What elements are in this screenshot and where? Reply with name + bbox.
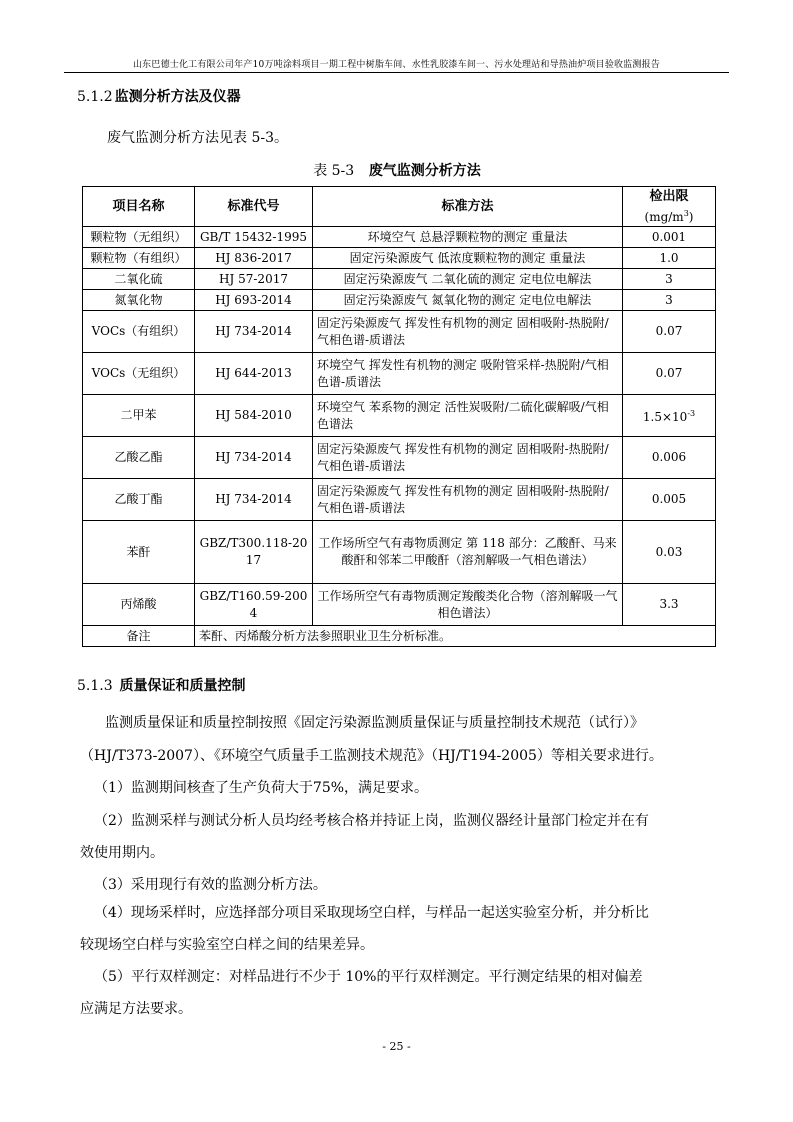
qa-item-5-line-1: （5）平行双样测定：对样品进行不少于 10%的平行双样测定。平行测定结果的相对偏差: [94, 969, 643, 985]
cell-limit: 1.0: [623, 248, 716, 269]
qa-item-2-line-2: 效使用期内。: [80, 845, 164, 861]
section-intro: 废气监测分析方法见表 5-3。: [107, 130, 288, 146]
section-number: 5.1.2: [77, 89, 113, 105]
cell-code: GBZ/T160.59-2004: [195, 584, 313, 626]
cell-limit: 0.006: [623, 437, 716, 479]
cell-item: 氮氧化物: [83, 290, 195, 311]
cell-method: 环境空气 苯系物的测定 活性炭吸附/二硫化碳解吸/气相色谱法: [313, 395, 623, 437]
table-row: [83, 521, 716, 584]
cell-item: VOCs（无组织）: [83, 353, 195, 395]
header-divider: [64, 72, 729, 73]
cell-method: 固定污染源废气 挥发性有机物的测定 固相吸附-热脱附/气相色谱-质谱法: [313, 311, 623, 353]
note-text: 苯酐、丙烯酸分析方法参照职业卫生分析标准。: [195, 626, 716, 647]
qa-item-2-line-1: （2）监测采样与测试分析人员均经考核合格并持证上岗，监测仪器经计量部门检定并在有: [94, 813, 649, 829]
cell-code: HJ 734-2014: [195, 437, 313, 479]
table-row: [83, 269, 716, 290]
cell-limit: 0.07: [623, 353, 716, 395]
cell-method: 环境空气 挥发性有机物的测定 吸附管采样-热脱附/气相色谱-质谱法: [313, 353, 623, 395]
cell-limit: 0.03: [623, 521, 716, 584]
cell-method: 固定污染源废气 低浓度颗粒物的测定 重量法: [313, 248, 623, 269]
cell-code: HJ 693-2014: [195, 290, 313, 311]
table-row: [83, 227, 716, 248]
cell-limit: 3.3: [623, 584, 716, 626]
cell-method: 环境空气 总悬浮颗粒物的测定 重量法: [313, 227, 623, 248]
qa-item-4-line-1: （4）现场采样时，应选择部分项目采取现场空白样，与样品一起送实验室分析，并分析比: [94, 905, 649, 921]
cell-limit: 0.005: [623, 479, 716, 521]
cell-method: 固定污染源废气 挥发性有机物的测定 固相吸附-热脱附/气相色谱-质谱法: [313, 437, 623, 479]
cell-limit: 3: [623, 269, 716, 290]
table-row: [83, 248, 716, 269]
table-header-row: [83, 187, 716, 227]
waste-gas-methods-table: [82, 186, 716, 647]
header-limit-unit: $(mg/m^3)$: [644, 208, 694, 224]
section-number: 5.1.3: [77, 678, 113, 694]
cell-code: HJ 644-2013: [195, 353, 313, 395]
cell-code: HJ 734-2014: [195, 311, 313, 353]
page-number: - 25 -: [382, 1040, 411, 1053]
cell-item: 丙烯酸: [83, 584, 195, 626]
section-heading-5-1-3: [77, 675, 246, 695]
cell-code: HJ 734-2014: [195, 479, 313, 521]
cell-method: 工作场所空气有毒物质测定羧酸类化合物（溶剂解吸一气相色谱法）: [313, 584, 623, 626]
cell-code: GB/T 15432-1995: [195, 227, 313, 248]
cell-item: VOCs（有组织）: [83, 311, 195, 353]
cell-item: 苯酐: [83, 521, 195, 584]
table-row: [83, 479, 716, 521]
table-title: 废气监测分析方法: [368, 163, 481, 179]
cell-code: HJ 584-2010: [195, 395, 313, 437]
table-row: [83, 437, 716, 479]
cell-method: 固定污染源废气 挥发性有机物的测定 固相吸附-热脱附/气相色谱-质谱法: [313, 479, 623, 521]
header-code: 标准代号: [195, 187, 313, 227]
table-caption: [77, 160, 717, 180]
table-row: [83, 584, 716, 626]
table-note-row: [83, 626, 716, 647]
header-method: 标准方法: [313, 187, 623, 227]
cell-item: 二甲苯: [83, 395, 195, 437]
cell-code: HJ 57-2017: [195, 269, 313, 290]
table-row: [83, 311, 716, 353]
qa-paragraph-line-2: （HJ/T373-2007）、《环境空气质量手工监测技术规范》（HJ/T194-2005）等相关要求进行。: [80, 748, 663, 764]
cell-item: 乙酸乙酯: [83, 437, 195, 479]
page-header: 山东巴德士化工有限公司年产10万吨涂料项目一期工程中树脂车间、水性乳胶漆车间一、污水处理站和导热油炉项目验收监测报告: [132, 60, 661, 70]
cell-method: 固定污染源废气 二氧化硫的测定 定电位电解法: [313, 269, 623, 290]
table-row: [83, 353, 716, 395]
section-title: 监测分析方法及仪器: [114, 89, 241, 105]
section-heading-5-1-2: [77, 86, 241, 106]
qa-item-3: （3）采用现行有效的监测分析方法。: [94, 877, 327, 893]
header-limit: [623, 187, 716, 227]
note-label: 备注: [83, 626, 195, 647]
cell-code: GBZ/T300.118-2017: [195, 521, 313, 584]
table-row: [83, 395, 716, 437]
cell-item: 二氧化硫: [83, 269, 195, 290]
header-item: 项目名称: [83, 187, 195, 227]
qa-item-4-line-2: 较现场空白样与实验室空白样之间的结果差异。: [80, 937, 374, 953]
header-limit-label: 检出限: [649, 188, 689, 204]
cell-method: 固定污染源废气 氮氧化物的测定 定电位电解法: [313, 290, 623, 311]
cell-item: 颗粒物（无组织）: [83, 227, 195, 248]
qa-item-1: （1）监测期间核查了生产负荷大于75%，满足要求。: [94, 780, 429, 796]
cell-item: 乙酸丁酯: [83, 479, 195, 521]
table-row: [83, 290, 716, 311]
cell-item: 颗粒物（有组织）: [83, 248, 195, 269]
cell-limit: 0.001: [623, 227, 716, 248]
cell-limit: 3: [623, 290, 716, 311]
cell-method: 工作场所空气有毒物质测定 第 118 部分：乙酸酐、马来酸酐和邻苯二甲酸酐（溶剂解吸一气相色谱法）: [313, 521, 623, 584]
section-title: 质量保证和质量控制: [119, 678, 246, 694]
qa-item-5-line-2: 应满足方法要求。: [80, 1001, 192, 1017]
qa-paragraph-line-1: 监测质量保证和质量控制按照《固定污染源监测质量保证与质量控制技术规范（试行）》: [105, 715, 644, 731]
cell-limit: $1.5\times 10^{-3}$: [623, 395, 716, 437]
table-number: 表 5-3: [313, 163, 355, 179]
cell-code: HJ 836-2017: [195, 248, 313, 269]
cell-limit: 0.07: [623, 311, 716, 353]
